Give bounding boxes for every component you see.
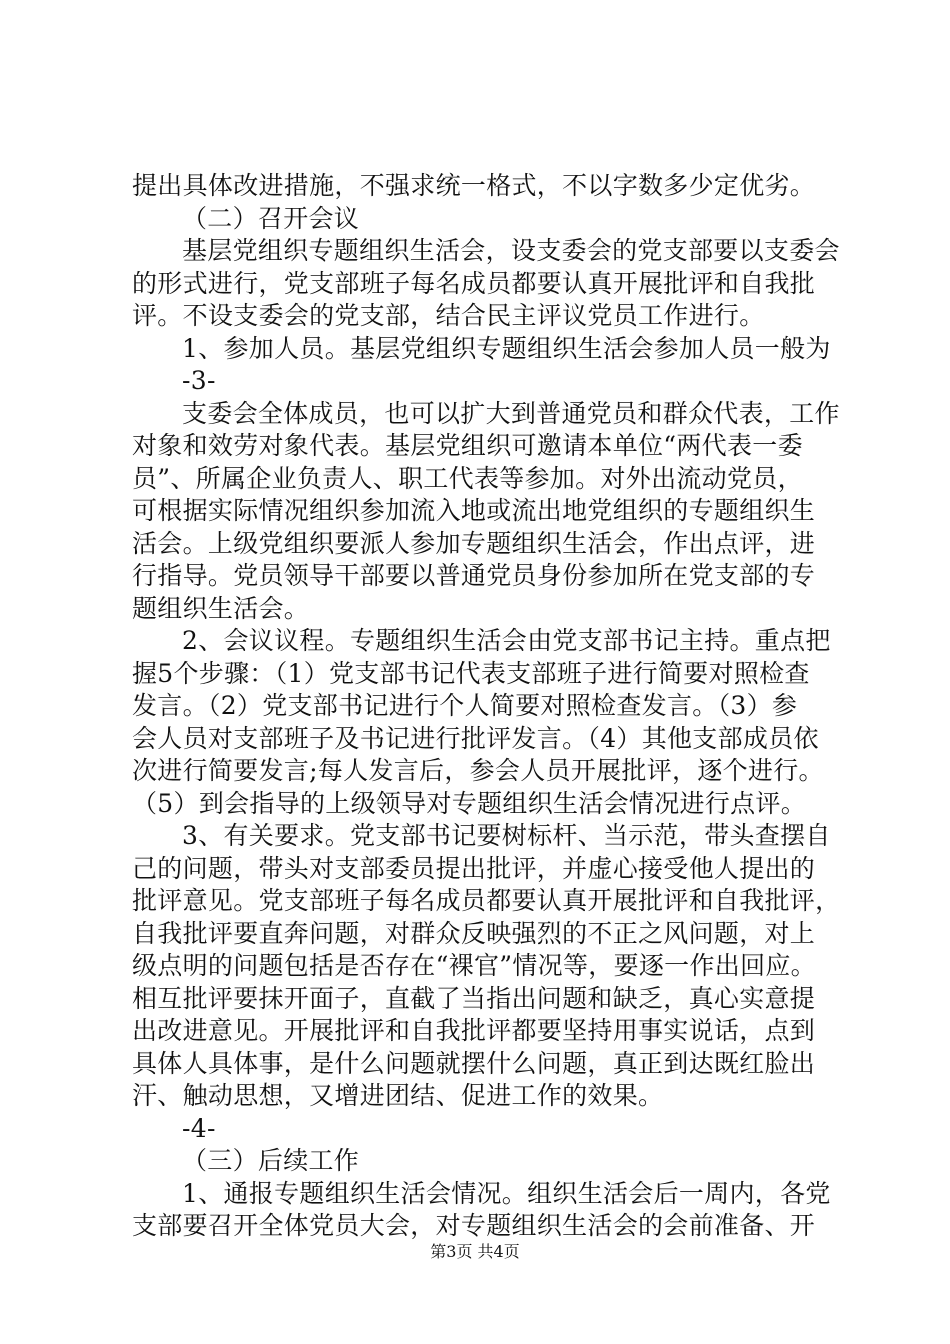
text-line: 活会。上级党组织要派人参加专题组织生活会，作出点评，进 [132,528,816,558]
text-line: 出改进意见。开展批评和自我批评都要坚持用事实说话，点到 [132,1016,816,1045]
section-heading: （三）后续工作 [182,1146,360,1175]
text-line: 相互批评要抹开面子，直截了当指出问题和缺乏，真心实意提 [132,983,816,1013]
text-line: 会人员对支部班子及书记进行批评发言。（4）其他支部成员依 [132,723,819,753]
text-line: 1、通报专题组织生活会情况。组织生活会后一周内，各党 [182,1178,831,1208]
text-line: 2、会议议程。专题组织生活会由党支部书记主持。重点把 [182,626,831,655]
text-line: 发言。（2）党支部书记进行个人简要对照检查发言。（3）参 [132,691,798,720]
document-body [132,170,841,1243]
text-line: 次进行简要发言;每人发言后，参会人员开展批评，逐个进行。 [132,756,824,785]
inline-page-number: -4- [182,1113,216,1143]
text-line: 评。不设支委会的党支部，结合民主评议党员工作进行。 [132,301,765,330]
inline-page-number: -3- [182,366,216,395]
text-line: 支委会全体成员，也可以扩大到普通党员和群众代表，工作 [182,398,840,428]
text-line: 1、参加人员。基层党组织专题组织生活会参加人员一般为 [182,333,831,363]
text-line: 的形式进行，党支部班子每名成员都要认真开展批评和自我批 [132,268,816,298]
text-line: 支部要召开全体党员大会，对专题组织生活会的会前准备、开 [132,1211,816,1240]
text-line: 具体人具体事，是什么问题就摆什么问题，真正到达既红脸出 [132,1048,816,1078]
text-line: 3、有关要求。党支部书记要树标杆、当示范，带头查摆自 [182,821,831,850]
text-line: 可根据实际情况组织参加流入地或流出地党组织的专题组织生 [132,496,816,525]
text-line: 汗、触动思想，又增进团结、促进工作的效果。 [132,1081,664,1110]
text-line: 基层党组织专题组织生活会，设支委会的党支部要以支委会 [182,236,840,265]
text-line: 己的问题，带头对支部委员提出批评，并虚心接受他人提出的 [132,853,816,883]
text-line: 级点明的问题包括是否存在“裸官”情况等，要逐一作出回应。 [132,951,816,980]
text-line: 握5个步骤：（1）党支部书记代表支部班子进行简要对照检查 [132,658,810,688]
text-line: 员”、所属企业负责人、职工代表等参加。对外出流动党员， [132,463,803,493]
text-line: （5）到会指导的上级领导对专题组织生活会情况进行点评。 [132,788,807,818]
text-line: 行指导。党员领导干部要以普通党员身份参加所在党支部的专 [132,561,816,590]
section-heading: （二）召开会议 [182,203,360,233]
text-line: 批评意见。党支部班子每名成员都要认真开展批评和自我批评， [132,886,841,915]
text-line: 自我批评要直奔问题，对群众反映强烈的不正之风问题，对上 [132,918,816,948]
text-line: 对象和效劳对象代表。基层党组织可邀请本单位“两代表一委 [132,431,803,460]
text-line: 提出具体改进措施，不强求统一格式，不以字数多少定优劣。 [132,171,816,200]
text-line: 题组织生活会。 [132,593,310,623]
page-footer: 第3页 共4页 [430,1242,520,1261]
